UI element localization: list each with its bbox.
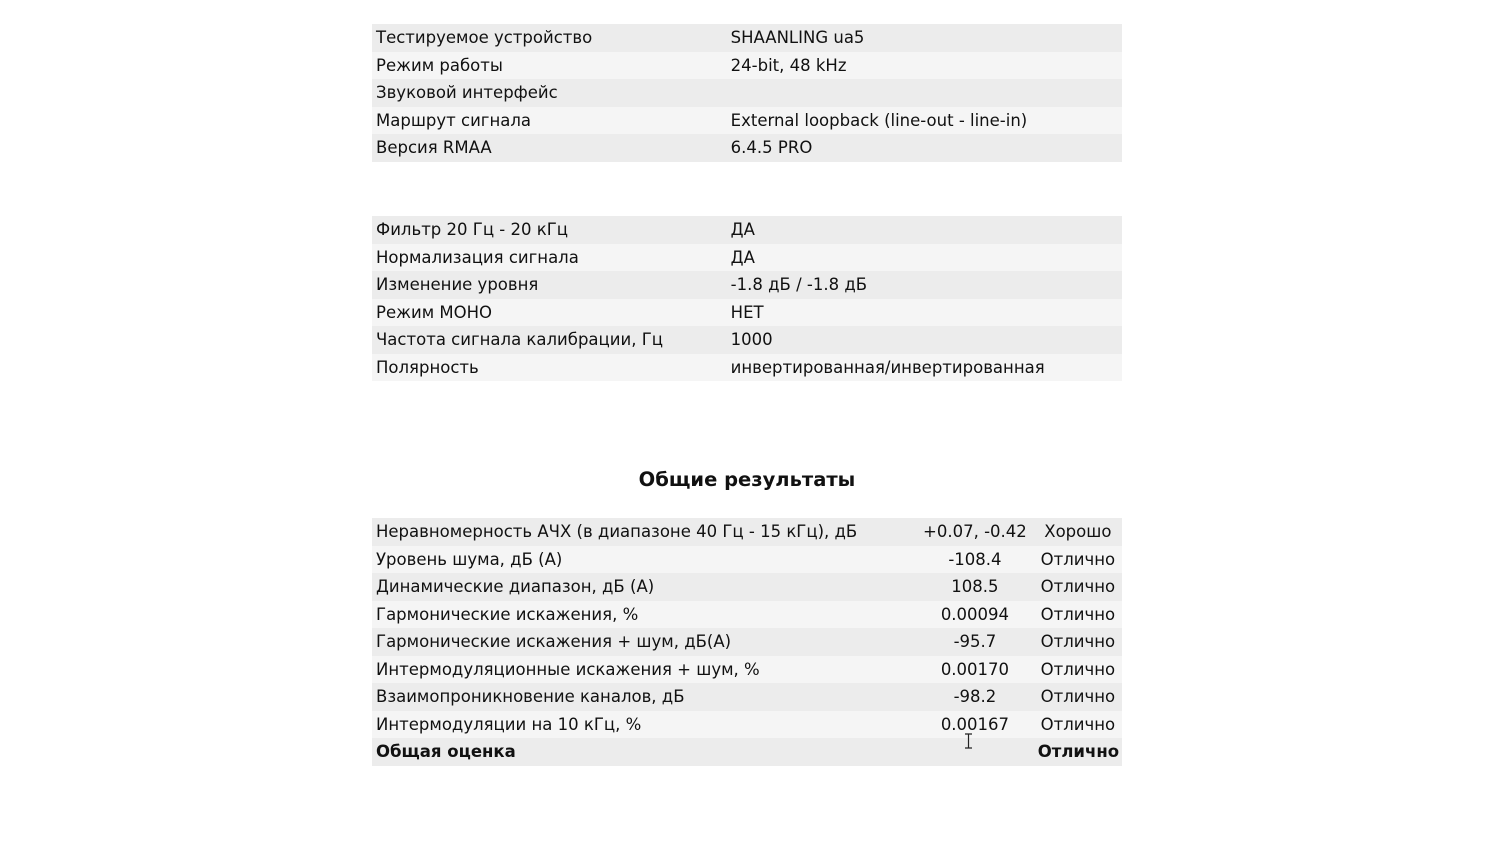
result-rating: Отлично bbox=[1034, 546, 1122, 574]
table-row bbox=[372, 518, 1122, 546]
param-value: инвертированная/инвертированная bbox=[727, 354, 1122, 382]
results-table bbox=[372, 518, 1122, 766]
result-label: Динамические диапазон, дБ (А) bbox=[372, 573, 916, 601]
param-value: ДА bbox=[727, 244, 1122, 272]
table-row bbox=[372, 216, 1122, 244]
table-row bbox=[372, 134, 1122, 162]
result-rating: Отлично bbox=[1034, 683, 1122, 711]
param-label: Режим работы bbox=[372, 52, 727, 80]
table-row bbox=[372, 546, 1122, 574]
result-rating: Отлично bbox=[1034, 601, 1122, 629]
param-value bbox=[727, 79, 1122, 107]
table-row bbox=[372, 107, 1122, 135]
param-label: Тестируемое устройство bbox=[372, 24, 727, 52]
result-value: -98.2 bbox=[916, 683, 1034, 711]
table-row bbox=[372, 354, 1122, 382]
overall-label: Общая оценка bbox=[372, 738, 916, 766]
table-row bbox=[372, 24, 1122, 52]
param-value: 24-bit, 48 kHz bbox=[727, 52, 1122, 80]
param-value: ДА bbox=[727, 216, 1122, 244]
param-label: Нормализация сигнала bbox=[372, 244, 727, 272]
table-row bbox=[372, 52, 1122, 80]
result-value: +0.07, -0.42 bbox=[916, 518, 1034, 546]
result-value: 0.00170 bbox=[916, 656, 1034, 684]
table-row bbox=[372, 299, 1122, 327]
result-value: 0.00094 bbox=[916, 601, 1034, 629]
param-label: Изменение уровня bbox=[372, 271, 727, 299]
table-row bbox=[372, 573, 1122, 601]
table-row bbox=[372, 79, 1122, 107]
param-value: External loopback (line-out - line-in) bbox=[727, 107, 1122, 135]
result-value: -95.7 bbox=[916, 628, 1034, 656]
result-label: Интермодуляционные искажения + шум, % bbox=[372, 656, 916, 684]
table-row bbox=[372, 711, 1122, 739]
param-value: 1000 bbox=[727, 326, 1122, 354]
result-label: Гармонические искажения, % bbox=[372, 601, 916, 629]
device-info-table bbox=[372, 24, 1122, 162]
result-value: 108.5 bbox=[916, 573, 1034, 601]
param-label: Звуковой интерфейс bbox=[372, 79, 727, 107]
result-label: Интермодуляции на 10 кГц, % bbox=[372, 711, 916, 739]
param-value: SHAANLING ua5 bbox=[727, 24, 1122, 52]
table-row bbox=[372, 628, 1122, 656]
result-rating: Отлично bbox=[1034, 711, 1122, 739]
param-value: 6.4.5 PRO bbox=[727, 134, 1122, 162]
table-row bbox=[372, 656, 1122, 684]
result-rating: Хорошо bbox=[1034, 518, 1122, 546]
result-label: Уровень шума, дБ (А) bbox=[372, 546, 916, 574]
table-row bbox=[372, 244, 1122, 272]
result-label: Неравномерность АЧХ (в диапазоне 40 Гц - 15 кГц), дБ bbox=[372, 518, 916, 546]
result-label: Гармонические искажения + шум, дБ(А) bbox=[372, 628, 916, 656]
table-row bbox=[372, 326, 1122, 354]
result-value: -108.4 bbox=[916, 546, 1034, 574]
param-label: Версия RMAA bbox=[372, 134, 727, 162]
results-heading: Общие результаты bbox=[638, 468, 856, 491]
result-label: Взаимопроникновение каналов, дБ bbox=[372, 683, 916, 711]
table-row bbox=[372, 271, 1122, 299]
result-rating: Отлично bbox=[1034, 573, 1122, 601]
table-row bbox=[372, 683, 1122, 711]
param-label: Режим МОНО bbox=[372, 299, 727, 327]
result-value: 0.00167 bbox=[916, 711, 1034, 739]
test-settings-table bbox=[372, 216, 1122, 381]
table-row bbox=[372, 601, 1122, 629]
overall-rating: Отлично bbox=[1034, 738, 1122, 766]
overall-row bbox=[372, 738, 1122, 766]
param-value: НЕТ bbox=[727, 299, 1122, 327]
text-cursor-icon bbox=[964, 733, 973, 749]
param-label: Полярность bbox=[372, 354, 727, 382]
overall-value bbox=[916, 738, 1034, 766]
param-label: Маршрут сигнала bbox=[372, 107, 727, 135]
param-label: Фильтр 20 Гц - 20 кГц bbox=[372, 216, 727, 244]
param-label: Частота сигнала калибрации, Гц bbox=[372, 326, 727, 354]
result-rating: Отлично bbox=[1034, 656, 1122, 684]
param-value: -1.8 дБ / -1.8 дБ bbox=[727, 271, 1122, 299]
result-rating: Отлично bbox=[1034, 628, 1122, 656]
